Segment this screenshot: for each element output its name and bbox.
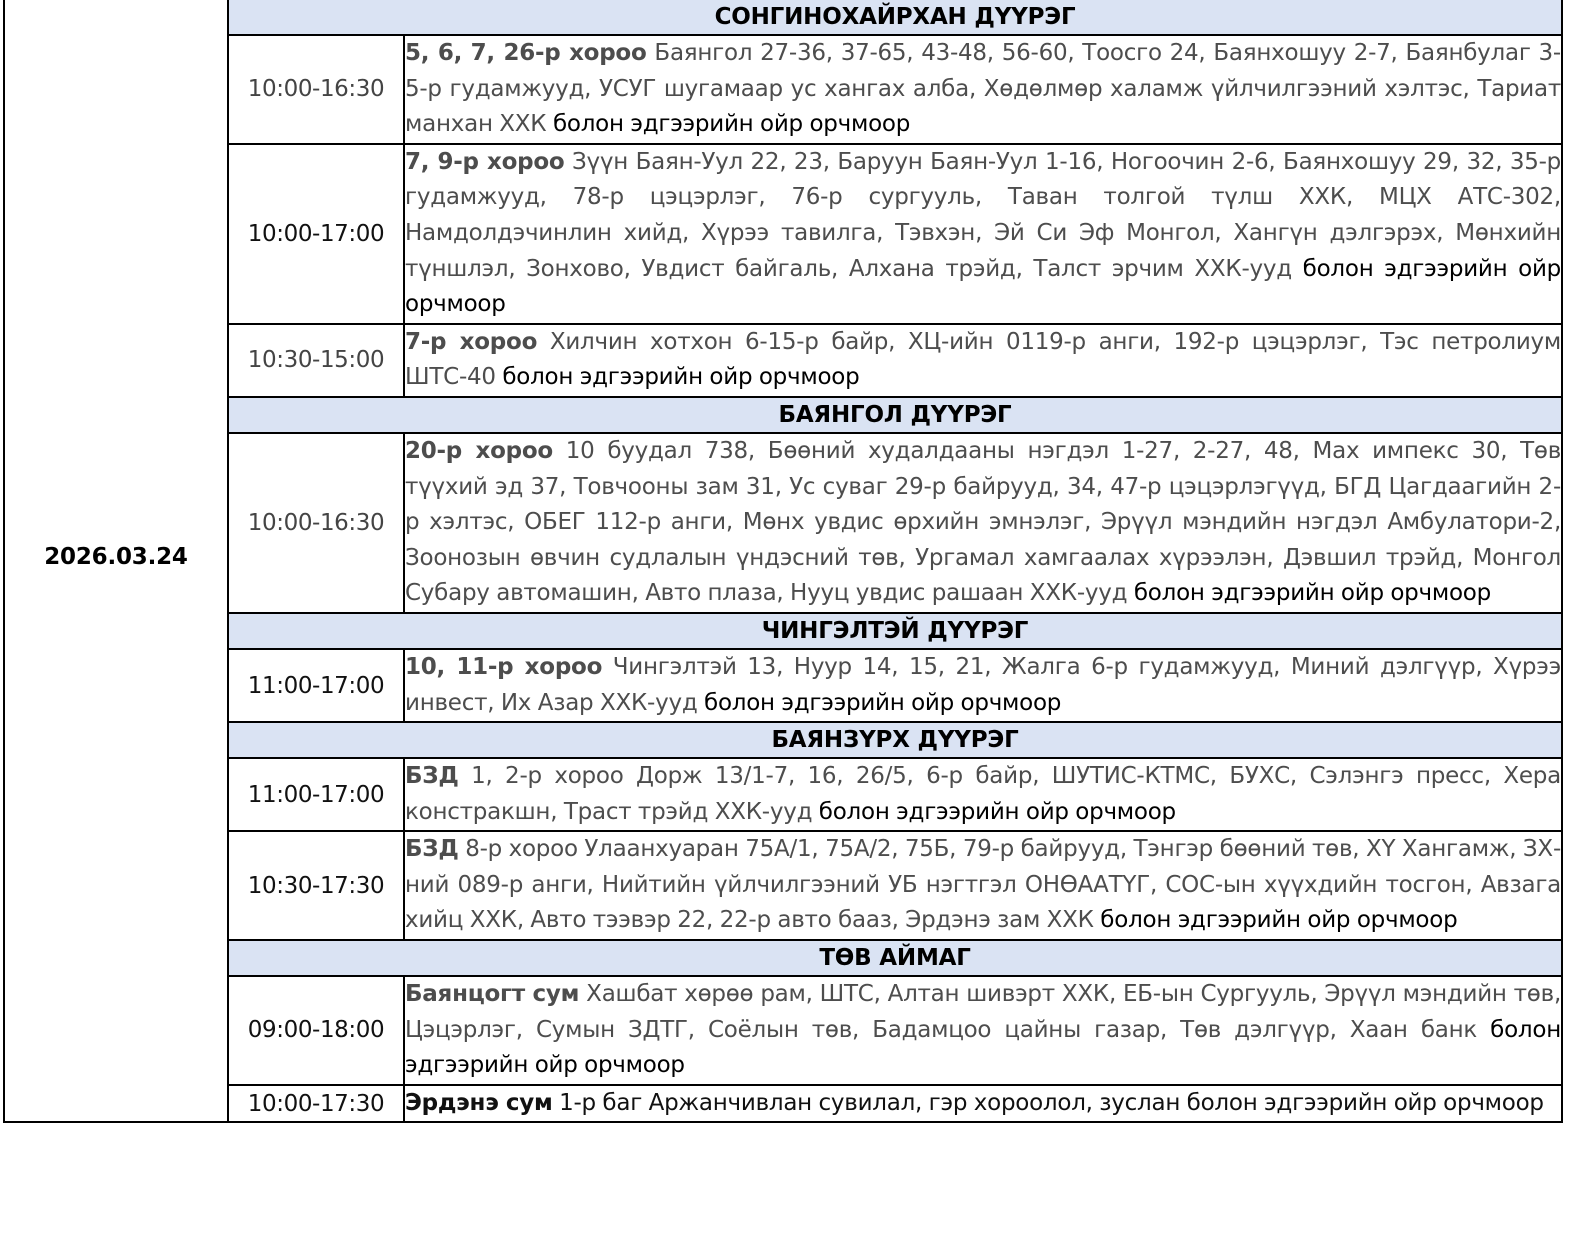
time-range: 10:30-15:00 [228, 324, 404, 397]
affected-places: Баянгол 27-36, 37-65, 43-48, 56-60, Тоосго 24, Баянхошуу 2-7, Баянбулаг 3-5-р гудамжууд, УСУГ шугамаар ус хангах алба, Хөдөлмөр халамж үйлчилгээний хэлтэс, Тариат манхан ХХК [405, 40, 1561, 138]
location-name: Эрдэнэ сум [405, 1089, 553, 1116]
surroundings-note: болон эдгээрийн ойр орчмоор [546, 111, 911, 138]
outage-description [404, 758, 1562, 831]
district-header-row [4, 397, 1562, 433]
outage-description [404, 649, 1562, 722]
surroundings-note: болон эдгээрийн ойр орчмоор [405, 255, 1561, 318]
surroundings-note: болон эдгээрийн ойр орчмоор [697, 689, 1062, 716]
time-range: 11:00-17:00 [228, 649, 404, 722]
affected-places: Чингэлтэй 13, Нуур 14, 15, 21, Жалга 6-р гудамжууд, Миний дэлгүүр, Хүрээ инвест, Их Азар ХХК-ууд [405, 653, 1561, 716]
time-range: 10:00-16:30 [228, 35, 404, 144]
affected-places: Хашбат хөрөө рам, ШТС, Алтан шивэрт ХХК, ЕБ-ын Сургууль, Эрүүл мэндийн төв, Цэцэрлэг, Сумын ЗДТГ, Соёлын төв, Бадамцоо цайны газар, Төв дэлгүүр, Хаан банк [405, 981, 1561, 1043]
table-row [4, 649, 1562, 722]
surroundings-note: болон эдгээрийн ойр орчмоор [1127, 580, 1491, 607]
surroundings-note: болон эдгээрийн ойр орчмоор [1093, 907, 1458, 934]
outage-description [404, 976, 1562, 1085]
district-title: ТӨВ АЙМАГ [228, 940, 1562, 976]
outage-description [404, 144, 1562, 324]
district-title: СОНГИНОХАЙРХАН ДҮҮРЭГ [228, 0, 1562, 35]
outage-description [404, 433, 1562, 613]
time-range: 11:00-17:00 [228, 758, 404, 831]
outage-description [404, 324, 1562, 397]
district-title: ЧИНГЭЛТЭЙ ДҮҮРЭГ [228, 613, 1562, 649]
location-name: БЗД [405, 763, 459, 790]
outage-description [404, 35, 1562, 144]
outage-description [404, 831, 1562, 940]
affected-places: Хилчин хотхон 6-15-р байр, ХЦ-ийн 0119-р анги, 192-р цэцэрлэг, Тэс петролиум ШТС-40 [405, 328, 1561, 391]
date-cell: 2026.03.24 [4, 0, 228, 1122]
time-range: 10:00-17:00 [228, 144, 404, 324]
affected-places: 8-р хороо Улаанхуаран 75А/1, 75А/2, 75Б, 79-р байрууд, Тэнгэр бөөний төв, ХҮ Хангамж, ЗХ-ний 089-р анги, Нийтийн үйлчилгээний УБ нэгтгэл ОНӨААТҮГ, СОС-ын хүүхдийн тосгон, Авзага хийц ХХК, Авто тээвэр 22, 22-р авто бааз, Эрдэнэ зам ХХК [405, 836, 1561, 934]
district-title: БАЯНГОЛ ДҮҮРЭГ [228, 397, 1562, 433]
outage-schedule-table [3, 0, 1563, 1123]
location-name: Баянцогт сум [405, 981, 580, 1008]
location-name: 7-р хороо [405, 328, 538, 355]
table-row [4, 831, 1562, 940]
district-header-row [4, 613, 1562, 649]
time-range: 10:30-17:30 [228, 831, 404, 940]
location-name: БЗД [405, 836, 459, 863]
table-row [4, 324, 1562, 397]
table-row [4, 976, 1562, 1085]
table-row [4, 35, 1562, 144]
affected-places: 1, 2-р хороо Дорж 13/1-7, 16, 26/5, 6-р байр, ШУТИС-КТМС, БУХС, Сэлэнгэ пресс, Хера констракшн, Траст трэйд ХХК-ууд [405, 763, 1561, 825]
time-range: 09:00-18:00 [228, 976, 404, 1085]
surroundings-note: болон эдгээрийн ойр орчмоор [812, 798, 1176, 825]
time-range: 10:00-16:30 [228, 433, 404, 613]
table-row [4, 758, 1562, 831]
district-header-row [4, 940, 1562, 976]
district-header-row [4, 0, 1562, 35]
surroundings-note: болон эдгээрийн ойр орчмоор [495, 364, 860, 391]
location-name: 5, 6, 7, 26-р хороо [405, 40, 647, 66]
location-name: 10, 11-р хороо [405, 653, 603, 680]
table-row [4, 433, 1562, 613]
time-range: 10:00-17:30 [228, 1085, 404, 1123]
table-row [4, 144, 1562, 324]
affected-places: 10 буудал 738, Бөөний худалдааны нэгдэл 1-27, 2-27, 48, Мах импекс 30, Төв түүхий эд 37, Товчооны зам 31, Ус суваг 29-р байрууд, 34, 47-р цэцэрлэгүүд, БГД Цагдаагийн 2-р хэлтэс, ОБЕГ 112-р анги, Мөнх увдис өрхийн эмнэлэг, Эрүүл мэндийн нэгдэл Амбулатори-2, Зоонозын өвчин судлалын үндэсний төв, Ургамал хамгаалах хүрээлэн, Дэвшил трэйд, Монгол Субару автомашин, Авто плаза, Нууц увдис рашаан ХХК-ууд [405, 437, 1561, 607]
district-title: БАЯНЗҮРХ ДҮҮРЭГ [228, 722, 1562, 758]
outage-description [404, 1085, 1562, 1123]
district-header-row [4, 722, 1562, 758]
location-name: 7, 9-р хороо [405, 148, 565, 175]
surroundings-note: болон эдгээрийн ойр орчмоор [405, 1016, 1561, 1079]
table-row [4, 1085, 1562, 1123]
location-name: 20-р хороо [405, 437, 553, 464]
affected-places: Зүүн Баян-Уул 22, 23, Баруун Баян-Уул 1-16, Ногоочин 2-6, Баянхошуу 29, 32, 35-р гудамжууд, 78-р цэцэрлэг, 76-р сургууль, Таван толгой түлш ХХК, МЦХ АТС-302, Намдолдэчинлин хийд, Хүрээ тавилга, Тэвхэн, Эй Си Эф Монгол, Хангүн дэлгэрэх, Мөнхийн түншлэл, Зонхово, Увдист байгаль, Алхана трэйд, Талст эрчим ХХК-ууд [405, 148, 1561, 282]
affected-places: 1-р баг Аржанчивлан сувилал, гэр хороолол, зуслан болон эдгээрийн ойр орчмоор [552, 1089, 1544, 1116]
